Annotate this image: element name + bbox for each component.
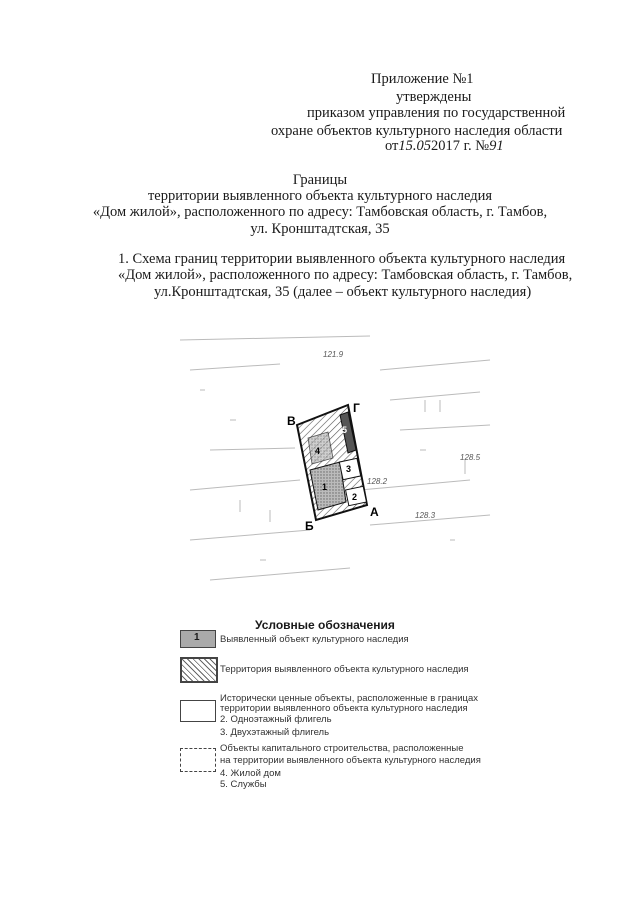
elevation-3: 128.2: [367, 477, 388, 486]
legend-item-4-line-4: 5. Службы: [220, 779, 267, 790]
map-num-4: 4: [315, 446, 321, 456]
legend-swatch-object: [180, 630, 216, 648]
map-num-1: 1: [322, 482, 328, 492]
building-4: [308, 432, 333, 464]
number-handwritten: 91: [489, 138, 504, 154]
legend-item-2: Территория выявленного объекта культурного наследия: [220, 664, 469, 675]
map-num-2: 2: [352, 492, 358, 502]
legend-item-3-line-3: 2. Одноэтажный флигель: [220, 714, 332, 725]
legend-item-4-line-3: 4. Жилой дом: [220, 768, 281, 779]
legend-item-3-line-2: территории выявленного объекта культурного наследия: [220, 703, 468, 714]
section1-line-1: 1. Схема границ территории выявленного объекта культурного наследия: [118, 251, 566, 267]
legend-swatch-territory: [180, 657, 218, 683]
corner-g-label: Г: [353, 401, 360, 415]
corner-b-label: Б: [305, 519, 314, 533]
header-date-line: [385, 138, 504, 154]
title-line-3: «Дом жилой», расположенного по адресу: Тамбовская область, г. Тамбов,: [92, 204, 548, 220]
legend-item1-num: 1: [194, 632, 200, 643]
legend-title: Условные обозначения: [255, 618, 395, 632]
title-line-1: Границы: [292, 172, 348, 188]
date-prefix: от: [385, 138, 399, 154]
section1-line-3: ул.Кронштадтская, 35 (далее – объект культурного наследия): [154, 284, 532, 300]
section1-line-2: «Дом жилой», расположенного по адресу: Тамбовская область, г. Тамбов,: [118, 267, 573, 283]
corner-v-label: В: [287, 414, 296, 428]
header-line-3: приказом управления по государственной: [307, 105, 566, 121]
title-line-2: территории выявленного объекта культурного наследия: [147, 188, 493, 204]
legend-item-1: Выявленный объект культурного наследия: [220, 634, 409, 645]
date-suffix: 2017 г. №: [431, 138, 490, 154]
title-line-4: ул. Кронштадтская, 35: [250, 221, 390, 237]
header-line-2: утверждены: [396, 89, 472, 105]
corner-a-label: А: [370, 505, 379, 519]
territory-map: [170, 330, 500, 610]
map-num-3: 3: [346, 464, 352, 474]
elevation-4: 128.3: [415, 511, 436, 520]
header-line-1: Приложение №1: [371, 71, 474, 87]
legend-item-4-line-1: Объекты капитального строительства, расположенные: [220, 743, 464, 754]
elevation-2: 128.5: [460, 453, 481, 462]
legend-item-4-line-2: на территории выявленного объекта культурного наследия: [220, 755, 481, 766]
legend-item-3-line-4: 3. Двухэтажный флигель: [220, 727, 330, 738]
legend-swatch-historic: [180, 700, 216, 722]
elevation-1: 121.9: [323, 350, 344, 359]
header-line-4: охране объектов культурного наследия области: [271, 123, 563, 139]
legend-item-3-line-1: Исторически ценные объекты, расположенные в границах: [220, 693, 478, 704]
legend-swatch-capital: [180, 748, 216, 772]
date-handwritten: 15.05: [398, 138, 432, 154]
map-num-5: 5: [342, 425, 348, 435]
